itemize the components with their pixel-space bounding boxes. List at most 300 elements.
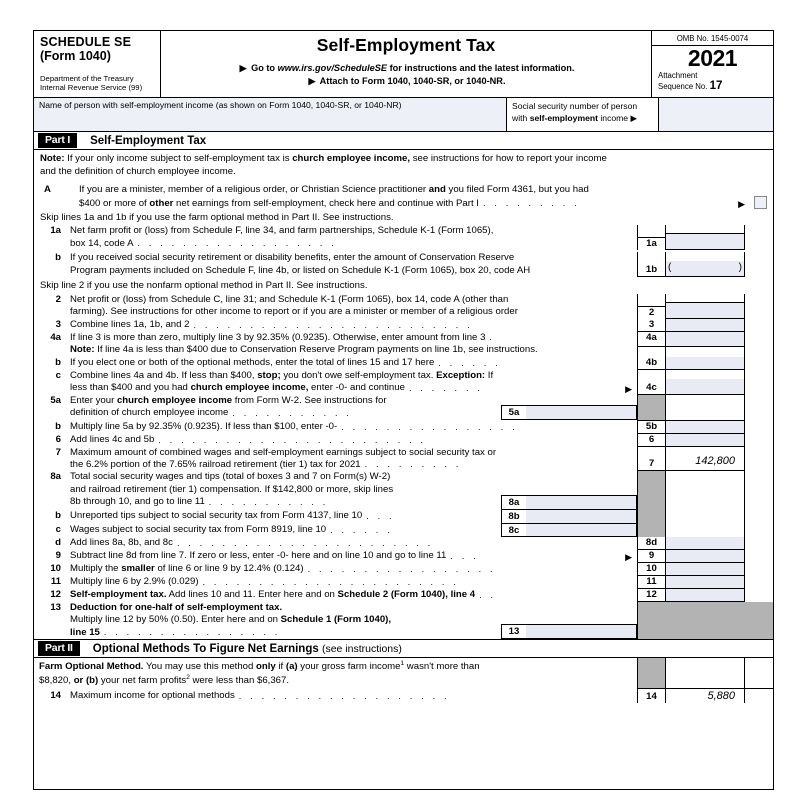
line-12 — [34, 589, 773, 602]
irs-url-link[interactable]: www.irs.gov/ScheduleSE — [277, 63, 388, 73]
goto-suffix: for instructions and the latest information. — [389, 63, 575, 73]
line-13-bold-1: Deduction for one-half of self-employment tax. — [70, 601, 283, 613]
line-4c-bold-2: Exception: — [436, 369, 486, 381]
line-A-label: A — [44, 183, 51, 195]
name-field-cell[interactable] — [34, 98, 507, 131]
line-4c-label: c — [55, 369, 61, 381]
form-label: (Form 1040) — [40, 49, 111, 63]
line-8a-label: 8a — [50, 471, 61, 483]
ssn-input[interactable] — [659, 98, 773, 131]
line-2 — [34, 294, 773, 319]
line-10-text-2: of line 6 or line 9 by 12.4% (0.124) — [154, 563, 304, 575]
leader-dots: . . . . . . — [330, 525, 393, 535]
line-1a-text-col — [34, 225, 637, 250]
line-4c-bold-1: stop; — [257, 369, 281, 381]
line-A-checkbox[interactable] — [754, 196, 767, 209]
line-5a-cents-col — [744, 395, 773, 420]
line-12-cents-col — [744, 589, 773, 602]
line-13-text-1: Multiply line 12 by 50% (0.50). Enter here and on — [70, 614, 281, 626]
line-8d-numbox: 8d — [637, 537, 666, 550]
line-10-text-1: Multiply the — [70, 563, 122, 575]
arrow-icon: ▶ — [738, 198, 745, 209]
line-2-text-2: farming). See instructions for other income to report or if you are a minister or member of a religious order — [70, 306, 518, 318]
line-4c-text-3: If — [485, 369, 494, 381]
leader-dots: . . . . . . — [438, 358, 501, 368]
line-4a-text-1: If line 3 is more than zero, multiply line 3 by 92.35% (0.9235). Otherwise, enter amount from line 3 — [70, 331, 486, 343]
line-4b — [34, 357, 773, 370]
line-4b-text-col — [34, 357, 637, 370]
line-3 — [34, 319, 773, 332]
line-8b-shaded-amt — [666, 509, 744, 523]
note-bold-2: church employee income, — [292, 153, 411, 164]
ssn-label-with: with — [512, 112, 528, 123]
line-4a-label: 4a — [50, 331, 61, 343]
leader-dots: . . . . . . . . . . . — [232, 408, 353, 418]
line-6-amount-group — [637, 434, 773, 447]
line-5a-text-1: Enter your — [70, 394, 117, 406]
line-4b-cents-col — [744, 357, 773, 370]
line-1a-cents-col — [744, 225, 773, 250]
line-4a-amount-input[interactable] — [666, 332, 744, 347]
ssn-label-income: income — [600, 112, 629, 123]
header-center-block — [161, 31, 652, 97]
line-7-text-col — [34, 447, 637, 472]
line-12-text-1: Add lines 10 and 11. Enter here and on — [166, 589, 338, 601]
line-10-amount-group — [637, 563, 773, 576]
line-A-text-3-wrap — [79, 198, 479, 210]
part1-badge: Part I — [38, 133, 77, 148]
leader-dots: . . . . . . . . . . . . . . . . — [341, 422, 518, 432]
line-2-box-label: 2 — [638, 306, 665, 319]
farm-footnote-2: 2 — [186, 673, 190, 681]
line-12-label: 12 — [50, 589, 61, 601]
line-4c-text-2: you don't owe self-employment tax. — [280, 369, 437, 381]
ssn-label-line2 — [512, 113, 656, 125]
line-13-bold-2: Schedule 1 (Form 1040), — [280, 614, 392, 626]
line-8d-text-1: Add lines 8a, 8b, and 8c — [70, 537, 173, 549]
farm-line-1 — [39, 660, 633, 674]
line-9-numbox: 9 — [637, 550, 666, 563]
line-3-text-col — [34, 319, 637, 332]
line-4c-amount-input[interactable] — [666, 379, 744, 395]
line-9-amount-input[interactable] — [666, 550, 744, 563]
line-7-text-1: Maximum amount of combined wages and self-employment earnings subject to social security tax or — [70, 446, 497, 458]
line-6-cents-col — [744, 434, 773, 447]
line-10-amount-input[interactable] — [666, 563, 744, 576]
line-4c-text-col — [34, 370, 637, 395]
line-13-text-2: line 15 — [70, 626, 100, 638]
department-line-1: Department of the Treasury — [40, 74, 134, 83]
line-2-text-1: Net profit or (loss) from Schedule C, line 31; and Schedule K-1 (Form 1065), box 14, code A (other than — [70, 293, 509, 305]
line-5a-text-3: definition of church employee income — [70, 407, 229, 419]
part1-banner — [34, 132, 773, 150]
line-4a-text-col — [34, 332, 637, 357]
farm-bold-4: or (b) — [73, 675, 99, 687]
line-8a-shaded-group — [637, 471, 773, 508]
line-4a-amount-group — [637, 332, 773, 357]
line-7-text-2: the 6.2% portion of the 7.65% railroad retirement (tier 1) tax for 2021 — [70, 459, 361, 470]
note-bold-label: Note: — [40, 153, 65, 164]
line-11 — [34, 576, 773, 589]
line-3-amount-input[interactable] — [666, 319, 744, 332]
line-2-text-col — [34, 294, 637, 319]
paren-open: ( — [668, 262, 672, 274]
arrow-icon: ▶ — [625, 551, 632, 562]
line-12-text-col — [34, 589, 637, 602]
ssn-cell — [507, 98, 773, 131]
line-5b-text-1: Multiply line 5a by 92.35% (0.9235). If less than $100, enter -0- — [70, 421, 338, 433]
line-4a-numbox — [637, 332, 666, 357]
line-8a-text-col — [34, 471, 501, 508]
line-8c-shaded-amt — [666, 523, 744, 537]
line-8c-shaded-group — [637, 523, 773, 537]
line-8d-cents-col — [744, 537, 773, 550]
part2-title-note: (see instructions) — [321, 642, 402, 655]
attachment-label-2: Sequence No. — [658, 82, 708, 92]
line-1b-amount-input[interactable] — [666, 261, 744, 277]
line-8c-text-1: Wages subject to social security tax from Form 8919, line 10 — [70, 524, 327, 536]
note-text-2: see instructions for how to report your income — [410, 153, 607, 164]
line-5a-shaded-numbox — [637, 395, 666, 420]
leader-dots: . . . — [450, 551, 479, 561]
line-4b-text-1: If you elect one or both of the optional methods, enter the total of lines 15 and 17 here — [70, 357, 435, 369]
attach-line — [165, 76, 647, 86]
line-9-cents-col — [744, 550, 773, 563]
line-5a-shaded-amt — [666, 395, 744, 420]
line-13-amount-input[interactable] — [526, 624, 637, 639]
line-10-label: 10 — [50, 563, 61, 575]
line-8b-text-1: Unreported tips subject to social security tax from Form 4137, line 10 — [70, 510, 363, 522]
line-11-cents-col — [744, 576, 773, 589]
line-4c-text-row2 — [70, 382, 405, 394]
line-1b — [34, 252, 773, 277]
line-13-shaded-numbox — [637, 602, 666, 639]
goto-instructions-line — [165, 63, 647, 73]
line-5a-text-row1 — [70, 395, 501, 407]
line-A-bold-1: and — [428, 183, 446, 195]
arrow-icon: ▶ — [308, 76, 316, 86]
leader-dots: . . . . . . . . . . . . . . . . . . . . . . . — [202, 577, 460, 587]
skip-lines-1-instruction: Skip lines 1a and 1b if you use the farm optional method in Part II. See instructions. — [40, 211, 394, 223]
line-8b-inner-box-label: 8b — [501, 509, 526, 523]
line-8c-text-col — [34, 523, 501, 537]
line-14 — [34, 688, 773, 703]
farm-bold-3: (a) — [285, 661, 298, 673]
line-8b-inner-box-group — [501, 509, 637, 523]
line-6 — [34, 434, 773, 447]
line-4c-amount-group — [637, 370, 773, 395]
line-8c-amount-input[interactable] — [526, 523, 637, 537]
line-12-amount-group — [637, 589, 773, 602]
leader-dots: . . . . . . . . . . . . . . . . . . — [137, 239, 338, 249]
leader-dots: . . . . . . . . . . . — [208, 497, 329, 507]
line-12-bold-2: Schedule 2 (Form 1040), line 4 — [337, 589, 476, 601]
skip-line-2-instruction: Skip line 2 if you use the nonfarm optional method in Part II. See instructions. — [40, 280, 368, 292]
line-8d — [34, 537, 773, 550]
line-4a-note — [70, 344, 637, 356]
line-8a-shaded-numbox — [637, 471, 666, 508]
line-7 — [34, 447, 773, 472]
line-13-shaded-group — [637, 602, 773, 639]
line-4c-numbox — [637, 370, 666, 395]
line-4c-bold-3: church employee income, — [190, 382, 309, 394]
line-13-text-row — [70, 614, 501, 626]
line-10-bold-1: smaller — [121, 563, 155, 575]
part1-title: Self-Employment Tax — [90, 134, 207, 147]
farm-text-4: wasn't more than — [404, 661, 480, 673]
line-3-amount-group — [637, 319, 773, 332]
ssn-label-line1: Social security number of person — [512, 101, 638, 111]
ssn-label-bold: self-employment — [529, 112, 598, 123]
line-8c-shaded-numbox — [637, 523, 666, 537]
part1-note — [34, 150, 773, 179]
line-8a-shaded-amt — [666, 471, 744, 508]
line-14-numbox: 14 — [637, 688, 666, 703]
line-8a-inner-box-label: 8a — [501, 495, 526, 509]
line-5b-amount-input[interactable] — [666, 420, 744, 434]
attachment-label-1: Attachment — [658, 71, 698, 80]
form-frame — [33, 30, 774, 790]
tax-year — [652, 46, 773, 70]
department-line-2: Internal Revenue Service (99) — [40, 83, 143, 93]
line-A — [34, 179, 773, 210]
line-8a-cents-col — [744, 471, 773, 508]
line-4a — [34, 332, 773, 357]
farm-bold-1: Farm Optional Method. — [39, 661, 144, 673]
header-left-block — [34, 31, 161, 97]
line-1a-label: 1a — [50, 225, 61, 237]
line-8b-shaded-numbox — [637, 509, 666, 523]
line-A-text-3: $400 or more of — [79, 197, 150, 209]
line-1a-box-label: 1a — [638, 237, 665, 250]
line-7-amount-group — [637, 447, 773, 472]
line-4c-text-5: enter -0- and continue — [308, 382, 405, 394]
leader-dots: . — [489, 333, 496, 343]
line-4a-amount-wrap — [666, 332, 744, 357]
line-4c-text-row1 — [70, 370, 637, 382]
line-8b-text-col — [34, 509, 501, 523]
leader-dots: . . . . . . . . . . . . . . . . . . . . . . . . . — [193, 320, 473, 330]
line-4c-box-label: 4c — [638, 382, 665, 395]
line-4c-text-4: less than $400 and you had — [70, 382, 191, 394]
line-7-box-label: 7 — [638, 458, 665, 471]
line-9-amount-group — [637, 550, 773, 563]
line-1a-amount-input[interactable] — [666, 233, 744, 250]
line-4a-cents-col — [744, 332, 773, 357]
line-4b-numbox: 4b — [637, 357, 666, 370]
line-4b-amount-input[interactable] — [666, 357, 744, 370]
line-3-cents-col — [744, 319, 773, 332]
farm-shaded-amt — [666, 658, 744, 687]
line-7-amount-wrap — [666, 447, 744, 472]
farm-shaded-group — [637, 658, 773, 687]
part2-badge: Part II — [38, 641, 80, 656]
farm-text-5: $8,820, — [39, 675, 74, 687]
leader-dots: . . . . . . . . . — [364, 460, 462, 470]
line-8a-amount-input[interactable] — [526, 495, 637, 509]
line-7-preprinted-value: 142,800 — [666, 454, 744, 471]
line-5a-amount-input[interactable] — [526, 405, 637, 420]
line-14-amount-wrap — [666, 688, 744, 703]
line-5a — [34, 395, 773, 420]
line-4c — [34, 370, 773, 395]
line-1a-amount-wrap — [666, 225, 744, 250]
line-14-text-col — [34, 688, 637, 703]
line-2-cents-col — [744, 294, 773, 319]
line-1b-numbox — [637, 252, 666, 277]
line-8a — [34, 471, 773, 508]
farm-footnote-1: 1 — [400, 660, 405, 668]
note-text-3: and the definition of church employee income. — [40, 165, 236, 177]
name-input[interactable] — [39, 110, 506, 127]
line-A-bold-2: other — [149, 197, 174, 209]
line-10 — [34, 563, 773, 576]
line-12-amount-input[interactable] — [666, 589, 744, 602]
farm-line-2 — [39, 674, 633, 688]
line-1b-amount-wrap — [666, 252, 744, 277]
line-14-label: 14 — [50, 690, 61, 702]
line-13 — [34, 602, 773, 639]
line-1a-numbox — [637, 225, 666, 250]
line-11-amount-input[interactable] — [666, 576, 744, 589]
line-8d-text-col — [34, 537, 637, 550]
part2-title — [93, 643, 402, 655]
arrow-icon: ▶ — [239, 63, 247, 73]
farm-cents-col — [744, 658, 773, 687]
farm-text-2: if — [275, 661, 286, 673]
line-8b-label: b — [55, 510, 61, 522]
line-9-label: 9 — [55, 550, 61, 562]
line-5a-shaded-group — [637, 395, 773, 420]
line-5b — [34, 420, 773, 434]
line-1b-text-1: If you received social security retirement or disability benefits, enter the amount of Conservation Reserve — [70, 252, 515, 264]
line-A-text-4: net earnings from self-employment, check here and continue with Part I — [173, 197, 479, 209]
ssn-label-block — [507, 98, 659, 131]
line-11-numbox: 11 — [637, 576, 666, 589]
line-5a-bold-1: church employee income — [116, 394, 233, 406]
line-6-text-1: Add lines 4c and 5b — [70, 434, 155, 446]
leader-dots: . . . . . . . . . . . . . . . . . . . . . . . — [176, 538, 434, 548]
part2-title-text: Optional Methods To Figure Net Earnings — [92, 642, 319, 655]
line-5b-numbox: 5b — [637, 420, 666, 434]
line-1a-amount-group — [637, 225, 773, 250]
paren-close: ) — [738, 262, 742, 274]
arrow-icon: ▶ — [625, 383, 632, 394]
line-8b-shaded-group — [637, 509, 773, 523]
line-5a-text-col — [34, 395, 501, 420]
farm-text-6: your net farm profits — [98, 675, 187, 687]
line-2-amount-wrap — [666, 294, 744, 319]
line-5b-text-col — [34, 420, 637, 434]
line-6-numbox: 6 — [637, 434, 666, 447]
leader-dots: . . . . . . . . . . . . . . . . — [103, 628, 281, 638]
leader-dots: . . . . . . . . . — [482, 198, 580, 208]
line-A-text-1: If you are a minister, member of a religious order, or Christian Science practitioner — [79, 183, 429, 195]
line-A-text-2: you filed Form 4361, but you had — [445, 183, 589, 195]
line-5a-label: 5a — [50, 394, 61, 406]
line-13-inner-box-label: 13 — [501, 624, 526, 639]
farm-text-1: You may use this method — [143, 661, 256, 673]
line-4a-box-label: 4a — [638, 332, 665, 347]
line-12-text-wrap — [70, 589, 475, 601]
line-2-label-spacer — [34, 306, 70, 318]
line-7-cents-col — [744, 447, 773, 472]
line-6-label: 6 — [55, 434, 61, 446]
line-4b-amount-group — [637, 357, 773, 370]
line-11-text-col — [34, 576, 637, 589]
line-5a-text-2: from Form W-2. See instructions for — [232, 394, 387, 406]
leader-dots: . . . . . . . . . . . . . . . . . . . — [238, 691, 450, 701]
line-8a-text-1: Total social security wages and tips (total of boxes 3 and 7 on Form(s) W-2) — [70, 471, 391, 483]
line-8d-amount-input[interactable] — [666, 537, 744, 550]
line-4c-amount-wrap — [666, 370, 744, 395]
line-13-text-col — [34, 602, 501, 639]
line-2-numbox — [637, 294, 666, 319]
line-11-label: 11 — [50, 576, 61, 588]
line-13-inner-box-group — [501, 602, 637, 639]
line-3-numbox: 3 — [637, 319, 666, 332]
header-right-block — [652, 31, 773, 97]
farm-optional-method — [34, 658, 773, 687]
line-8c-inner-box-group — [501, 523, 637, 537]
line-1a — [34, 225, 773, 250]
line-A-text — [79, 184, 773, 210]
line-3-text-1: Combine lines 1a, 1b, and 2 — [70, 319, 190, 331]
attachment-number: 17 — [709, 80, 723, 93]
omb-number: OMB No. 1545-0074 — [652, 31, 773, 46]
leader-dots: . . . — [366, 511, 395, 521]
line-13-label-spacer — [34, 614, 70, 626]
line-2-amount-group — [637, 294, 773, 319]
leader-dots: . . . . . . . . . . . . . . . . . — [307, 564, 496, 574]
line-6-text-col — [34, 434, 637, 447]
line-12-numbox: 12 — [637, 589, 666, 602]
goto-prefix: Go to — [251, 63, 276, 73]
form-header — [34, 31, 773, 98]
line-13-shaded-amt — [666, 602, 744, 639]
line-8a-inner-box-group — [501, 471, 637, 508]
line-5a-inner-box-group — [501, 395, 637, 420]
form-title: Self-Employment Tax — [316, 35, 496, 55]
line-13-label: 13 — [50, 601, 61, 613]
line-6-amount-input[interactable] — [666, 434, 744, 447]
schedule-label: SCHEDULE SE — [40, 35, 132, 49]
line-3-label: 3 — [55, 319, 61, 331]
line-8b-amount-input[interactable] — [526, 509, 637, 523]
line-1b-text-col — [34, 252, 637, 277]
farm-bold-2: only — [256, 661, 276, 673]
year-prefix: 20 — [687, 45, 713, 71]
attach-text: Attach to Form 1040, 1040-SR, or 1040-NR. — [319, 76, 506, 86]
line-8c — [34, 523, 773, 537]
line-8c-cents-col — [744, 523, 773, 537]
note-text-1: If your only income subject to self-employment tax is — [64, 153, 293, 164]
line-5b-label: b — [55, 421, 61, 433]
line-2-amount-input[interactable] — [666, 302, 744, 319]
line-10-numbox: 10 — [637, 563, 666, 576]
line-14-preprinted-value: 5,880 — [707, 689, 735, 702]
leader-dots: . . — [479, 590, 497, 600]
line-4c-text-1: Combine lines 4a and 4b. If less than $400, — [70, 369, 258, 381]
name-label: Name of person with self-employment income (as shown on Form 1040, 1040-SR, or 1040-NR) — [39, 100, 402, 110]
line-4a-note-text: If line 4a is less than $400 due to Conservation Reserve Program payments on line 1b, see instructions. — [94, 344, 538, 356]
line-1b-amount-group — [637, 252, 773, 277]
line-5b-amount-group — [637, 420, 773, 434]
line-1b-text-2: Program payments included on Schedule F, line 4b, or listed on Schedule K-1 (Form 1065), box 20, code AH — [70, 264, 531, 276]
farm-text-3: your gross farm income — [297, 661, 401, 673]
line-11-text-1: Multiply line 6 by 2.9% (0.029) — [70, 576, 199, 588]
line-4a-note-bold: Note: — [70, 344, 95, 356]
